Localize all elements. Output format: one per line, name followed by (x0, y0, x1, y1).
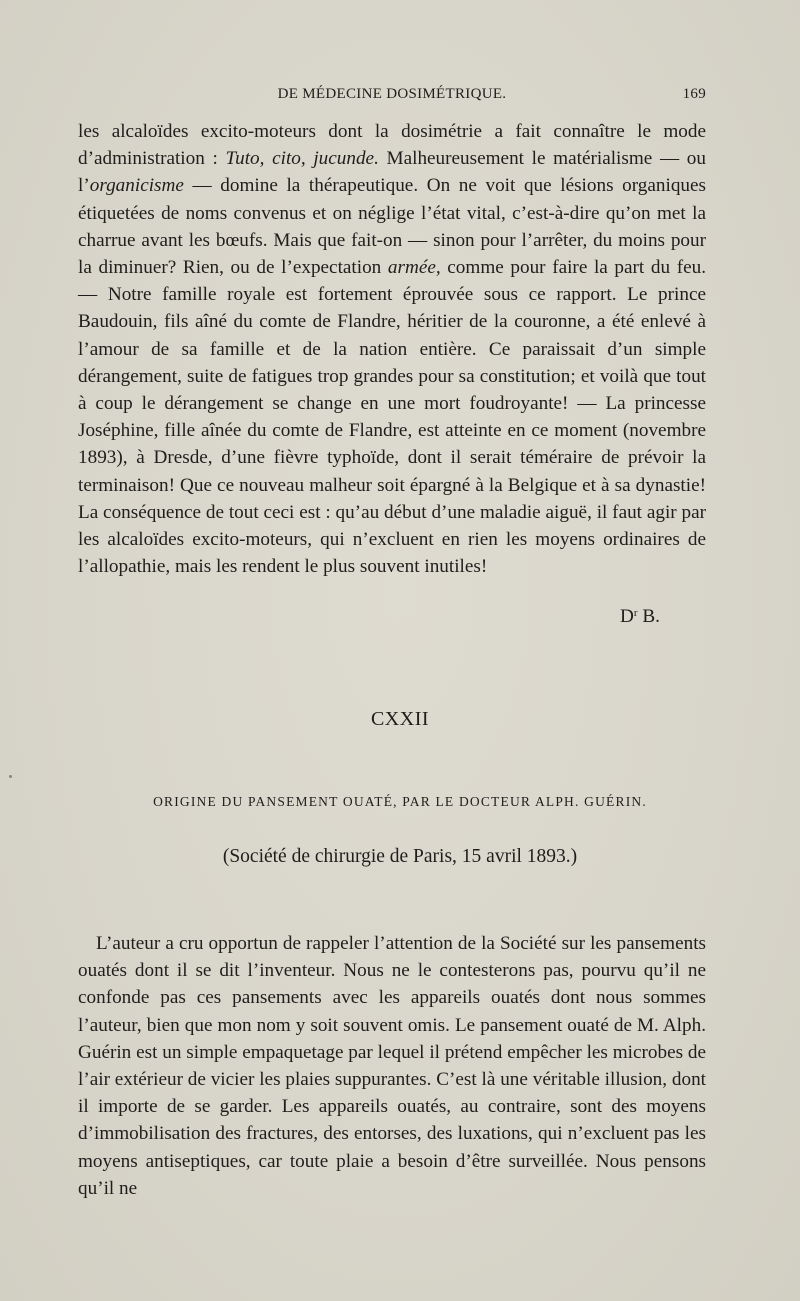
italic-phrase: Tuto, cito, jucunde. (225, 148, 379, 170)
signature-prefix: D (620, 606, 634, 627)
running-head (78, 86, 706, 108)
paragraph-text: les alcaloïdes excito-moteurs dont la dosimétrie a fait connaître le mode d’administration : (78, 121, 706, 170)
paragraph-text: comme pour faire la part du feu. — Notre famille royale est fortement éprouvée sous ce rapport. Le prince Baudouin, fils aîné du comte de Flandre, héritier de la couronne, a été enlevé à l’amour de sa famille et de la nation entière. Ce paraissait d’un simple dérangement, suite de fatigues trop grandes pour sa constitution; et voilà que tout à coup le dérangement se change en une mort foudroyante! — La princesse Joséphine, fille aînée du comte de Flandre, est atteinte en ce moment (novembre 1893), à Dresde, d’une fièvre typhoïde, dont il serait téméraire de prévoir la terminaison! Que ce nouveau malheur soit épargné à la Belgique et à sa dynastie! La conséquence de tout ceci est : qu’au début d’une maladie aiguë, il faut agir par les alcaloïdes excito-moteurs, qui n’excluent en rien les moyens ordinaires de l’allopathie, mais les rendent le plus souvent inutiles! (78, 257, 707, 578)
signature-superscript: r (633, 607, 638, 619)
paragraph-text: Malheureusement le matérialisme — ou l’ (78, 148, 706, 197)
page-number: 169 (682, 86, 706, 102)
italic-phrase: armée, (387, 257, 441, 279)
first-paragraph (78, 118, 706, 580)
article-title: ORIGINE DU PANSEMENT OUATÉ, PAR LE DOCTEUR ALPH. GUÉRIN. (153, 794, 647, 809)
italic-phrase: organicisme (89, 175, 184, 197)
scan-speck (9, 775, 12, 778)
second-paragraph (78, 930, 706, 1202)
paragraph-text: L’auteur a cru opportun de rappeler l’attention de la Société sur les pansements ouatés dont il se dit l’inventeur. Nous ne le contesterons pas, pourvu qu’il ne confonde pas ces pansements avec les appareils ouatés dont nous sommes l’auteur, bien que mon nom y soit souvent omis. Le pansement ouaté de M. Alph. Guérin est un simple empaquetage par lequel il prétend empêcher les microbes de l’air extérieur de vicier les plaies suppurantes. C’est là une véritable illusion, dont il importe de se garder. Les appareils ouatés, au contraire, sont des moyens d’immobilisation des fractures, des entorses, des luxations, qui n’excluent pas les moyens antiseptiques, car toute plaie a besoin d’être surveillée. Nous pensons qu’il ne (78, 933, 706, 1199)
source-citation: (Société de chirurgie de Paris, 15 avril 1893.) (222, 846, 578, 867)
chapter-number: CXXII (370, 708, 430, 730)
signature-name: B. (637, 606, 660, 627)
paragraph-text: — domine la thérapeutique. On ne voit que lésions organiques étiquetées de noms convenus et on néglige l’état vital, c’est-à-dire qu’on met la charrue avant les bœufs. Mais que fait-on — sinon pour l’arrêter, du moins pour la diminuer? Rien, ou de l’expectation (78, 175, 706, 279)
running-head-title: DE MÉDECINE DOSIMÉTRIQUE. (277, 86, 507, 102)
signature (620, 606, 660, 628)
